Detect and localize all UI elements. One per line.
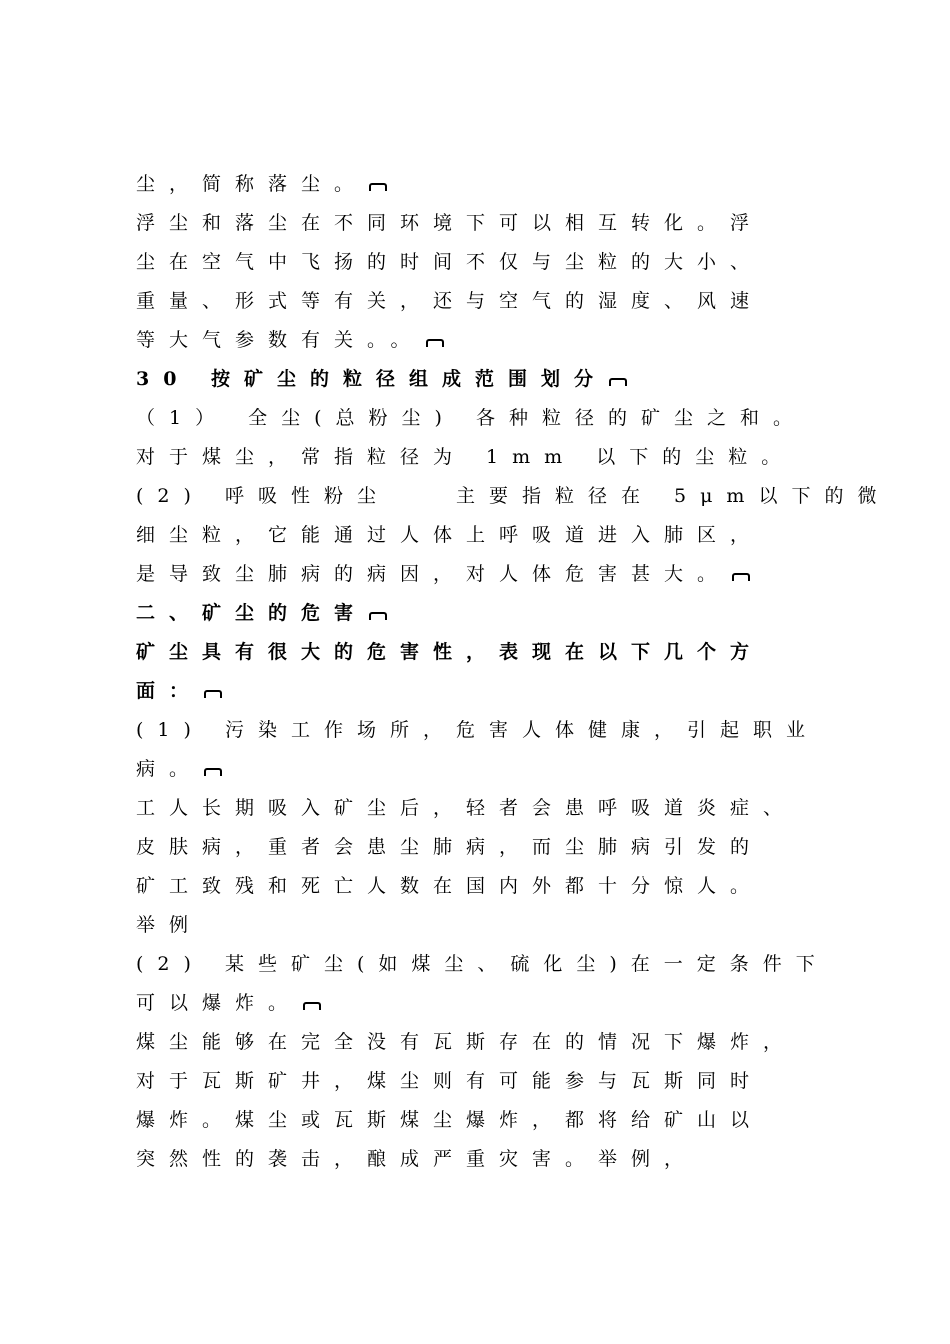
line-text: 突然性的袭击，酿成严重灾害。举例， [136, 1148, 698, 1170]
line-text: (2) 呼吸性粉尘 主要指粒径在 5μm以下的微 [136, 485, 891, 507]
text-line [136, 1030, 796, 1054]
text-line [136, 796, 796, 820]
text-line [136, 679, 222, 703]
line-text: 举例 [136, 914, 203, 936]
line-text: 二、矿尘的危害 [136, 602, 368, 624]
line-text: 细尘粒，它能通过人体上呼吸道进入肺区， [136, 524, 764, 546]
line-text: (2) 某些矿尘(如煤尘、硫化尘)在一定条件下 [136, 953, 829, 975]
line-text: 尘在空气中飞扬的时间不仅与尘粒的大小、 [136, 251, 764, 273]
paragraph-mark-icon [426, 339, 444, 347]
text-line [136, 835, 763, 859]
text-line [136, 367, 627, 391]
line-text: 矿尘具有很大的危害性，表现在以下几个方 [136, 641, 764, 663]
text-line [136, 484, 890, 508]
line-text: (1) 污染工作场所，危害人体健康，引起职业 [136, 719, 819, 741]
line-text: 对于瓦斯矿井，煤尘则有可能参与瓦斯同时 [136, 1070, 764, 1092]
paragraph-mark-icon [369, 183, 387, 191]
line-text: 对于煤尘，常指粒径为 1mm 以下的尘粒。 [136, 446, 795, 468]
paragraph-mark-icon [369, 612, 387, 620]
line-text: （1） 全尘(总粉尘) 各种粒径的矿尘之和。 [136, 407, 806, 429]
text-line [136, 289, 763, 313]
paragraph-mark-icon [204, 768, 222, 776]
text-line [136, 952, 829, 976]
text-line [136, 913, 202, 937]
paragraph-mark-icon [609, 378, 627, 386]
paragraph-mark-icon [303, 1002, 321, 1010]
line-text: 浮尘和落尘在不同环境下可以相互转化。浮 [136, 212, 764, 234]
line-text: 等大气参数有关。。 [136, 329, 424, 351]
text-line [136, 172, 387, 196]
text-line [136, 211, 763, 235]
text-line [136, 328, 444, 352]
text-line [136, 991, 321, 1015]
text-line [136, 718, 819, 742]
text-line [136, 250, 763, 274]
text-line [136, 523, 763, 547]
paragraph-mark-icon [732, 573, 750, 581]
line-text: 爆炸。煤尘或瓦斯煤尘爆炸，都将给矿山以 [136, 1109, 764, 1131]
line-text: 工人长期吸入矿尘后，轻者会患呼吸道炎症、 [136, 797, 797, 819]
line-text: 皮肤病，重者会患尘肺病，而尘肺病引发的 [136, 836, 764, 858]
line-text: 矿工致残和死亡人数在国内外都十分惊人。 [136, 875, 764, 897]
text-line [136, 874, 763, 898]
line-text: 重量、形式等有关，还与空气的湿度、风速 [136, 290, 764, 312]
text-line [136, 601, 387, 625]
text-line [136, 1069, 763, 1093]
text-line [136, 757, 222, 781]
text-line [136, 445, 794, 469]
line-text: 是导致尘肺病的病因，对人体危害甚大。 [136, 563, 731, 585]
text-line [136, 562, 750, 586]
text-line [136, 406, 806, 430]
paragraph-mark-icon [204, 690, 222, 698]
text-line [136, 1108, 763, 1132]
line-text: 30 按矿尘的粒径组成范围划分 [136, 368, 608, 390]
text-line [136, 640, 763, 664]
line-text: 煤尘能够在完全没有瓦斯存在的情况下爆炸， [136, 1031, 797, 1053]
line-text: 可以爆炸。 [136, 992, 302, 1014]
line-text: 尘，简称落尘。 [136, 173, 368, 195]
line-text: 面： [136, 680, 203, 702]
text-line [136, 1147, 697, 1171]
line-text: 病。 [136, 758, 203, 780]
